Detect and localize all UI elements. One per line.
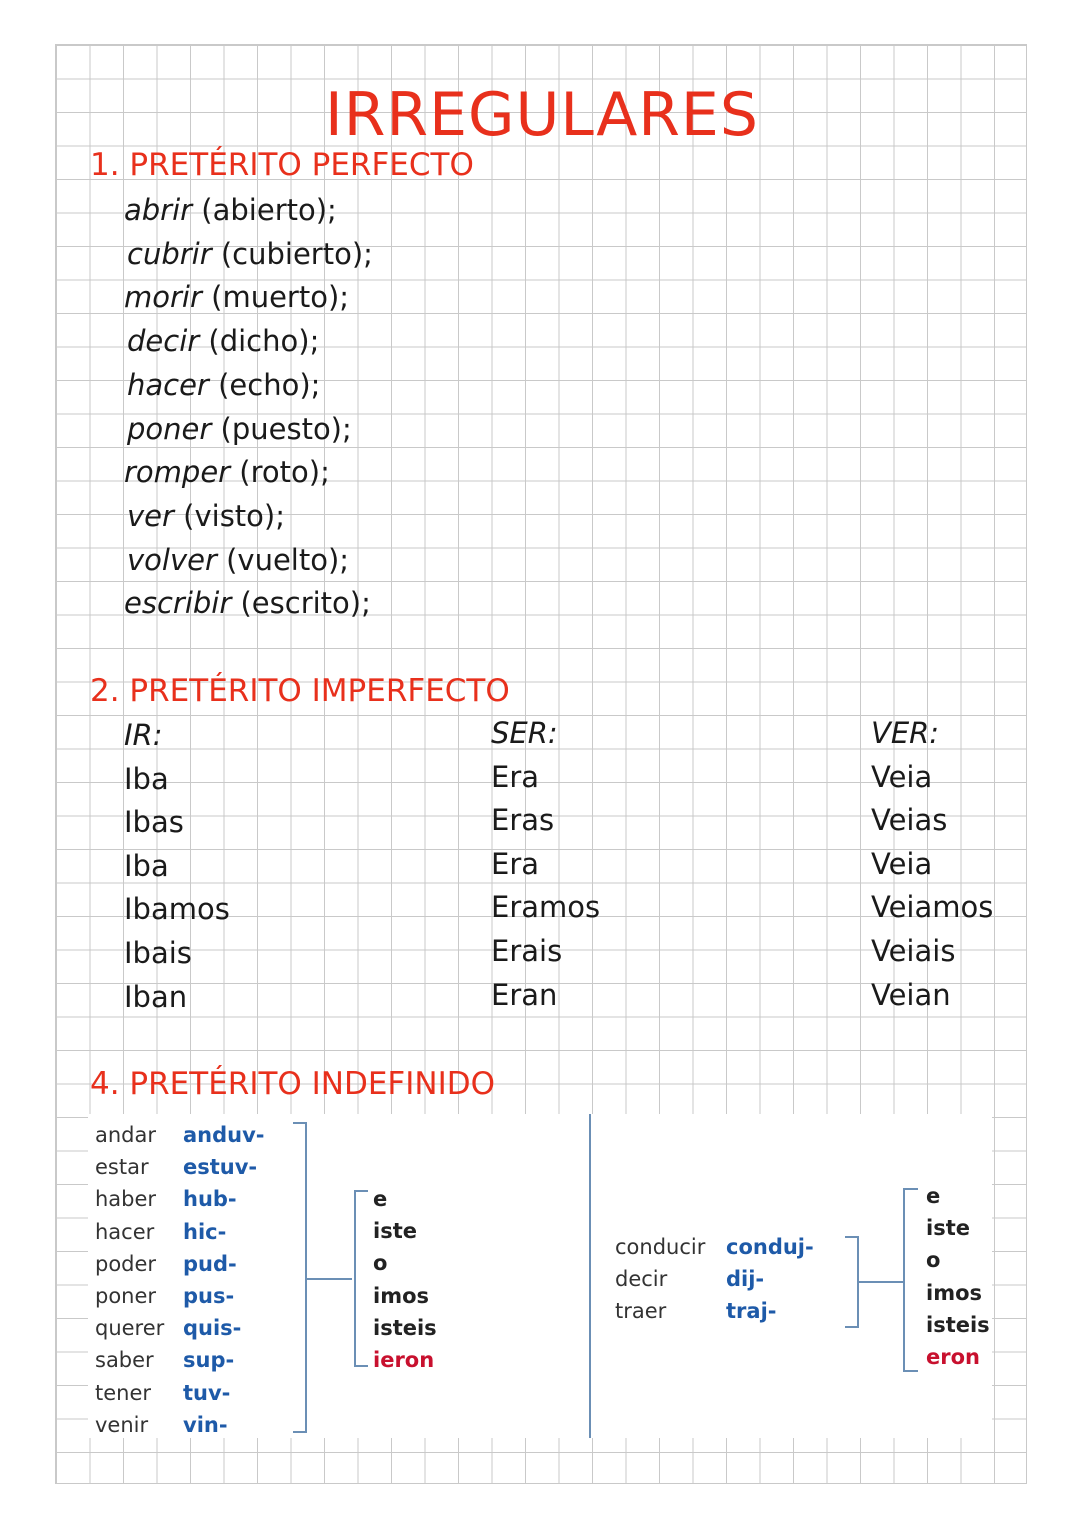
verb: abrir [124, 193, 193, 227]
section-1-heading: 1. PRETÉRITO PERFECTO [90, 147, 474, 183]
ending: e [926, 1184, 941, 1208]
stem: estuv- [183, 1155, 258, 1180]
stem: traj- [726, 1299, 777, 1324]
perfect-item [127, 543, 349, 577]
ending: isteis [926, 1312, 990, 1337]
ending: iste [373, 1219, 417, 1244]
perfect-item [127, 324, 319, 358]
conjugation-column-ver [871, 712, 993, 1017]
stem-list-right [726, 1231, 814, 1328]
verb: decir [127, 324, 200, 358]
column-header: VER: [871, 716, 940, 750]
column-header: IR: [124, 718, 163, 752]
stem: pus- [183, 1283, 235, 1308]
conjugation-form: Era [491, 846, 540, 881]
conjugation-form: Veiamos [871, 890, 994, 925]
infinitive: estar [95, 1155, 149, 1180]
stem-list-left [183, 1119, 265, 1441]
conjugation-form: Veias [871, 803, 948, 838]
conjugation-form: Veian [871, 977, 951, 1012]
participle: (dicho); [199, 324, 320, 358]
ending: imos [926, 1280, 983, 1305]
verb: volver [127, 543, 217, 577]
perfect-item [124, 455, 330, 489]
endings-list-right [926, 1180, 990, 1373]
section-2-heading: 2. PRETÉRITO IMPERFECTO [90, 673, 510, 709]
conjugation-form: Erais [491, 933, 563, 968]
conjugation-form: Ibas [124, 805, 184, 840]
conjugation-form: Veia [871, 759, 933, 794]
infinitive: conducir [615, 1235, 706, 1259]
verb-list-right [615, 1231, 705, 1328]
conjugation-form: Eran [491, 977, 558, 1012]
stem: hub- [183, 1187, 237, 1212]
ending-highlight: ieron [373, 1347, 435, 1372]
participle: (vuelto); [216, 543, 350, 577]
indefinido-table [88, 1114, 992, 1438]
infinitive: traer [615, 1299, 667, 1324]
infinitive: hacer [95, 1219, 155, 1244]
infinitive: decir [615, 1267, 668, 1292]
verb-list-left [95, 1119, 164, 1441]
stem: sup- [183, 1348, 235, 1373]
conjugation-form: Era [491, 759, 540, 794]
group-divider [589, 1114, 591, 1438]
conjugation-form: Iban [124, 979, 188, 1014]
verb: morir [124, 280, 202, 314]
section-4-heading: 4. PRETÉRITO INDEFINIDO [90, 1066, 496, 1102]
perfect-item [127, 499, 285, 533]
ending: iste [926, 1216, 970, 1241]
ending: isteis [373, 1315, 437, 1340]
perfect-item [127, 412, 352, 446]
infinitive: venir [95, 1412, 149, 1437]
conjugation-form: Eras [491, 803, 555, 838]
column-header: SER: [491, 716, 558, 750]
infinitive: saber [95, 1348, 154, 1373]
ending-highlight: eron [926, 1344, 980, 1369]
verb: escribir [124, 586, 232, 620]
stem: hic- [183, 1219, 227, 1244]
infinitive: poder [95, 1251, 157, 1276]
perfect-item [127, 368, 320, 402]
verb: hacer [127, 368, 209, 402]
verb: poner [127, 412, 212, 446]
conjugation-column-ser [491, 712, 600, 1017]
ending: imos [373, 1283, 430, 1308]
participle: (abierto); [192, 193, 337, 227]
stem: dij- [726, 1267, 765, 1292]
participle: (echo); [208, 368, 321, 402]
ending: e [373, 1187, 388, 1211]
perfect-item [124, 280, 349, 314]
participle: (visto); [173, 499, 285, 533]
perfect-item [124, 193, 337, 227]
perfect-item [127, 237, 373, 271]
conjugation-form: Ibais [124, 935, 192, 970]
conjugation-form: Veia [871, 846, 933, 881]
verb: cubrir [127, 237, 212, 271]
verb: ver [127, 499, 174, 533]
participle: (muerto); [201, 280, 350, 314]
conjugation-form: Eramos [491, 890, 601, 925]
stem: conduj- [726, 1235, 814, 1259]
ending: o [926, 1248, 941, 1273]
infinitive: haber [95, 1187, 157, 1212]
endings-list-left [373, 1183, 437, 1376]
participle: (cubierto); [211, 237, 373, 271]
conjugation-form: Ibamos [124, 892, 230, 927]
ending: o [373, 1251, 388, 1276]
infinitive: andar [95, 1123, 157, 1147]
verb: romper [124, 455, 231, 489]
bracket-connector-right [840, 1114, 920, 1438]
conjugation-form: Veiais [871, 933, 956, 968]
stem: vin- [183, 1412, 228, 1437]
stem: anduv- [183, 1123, 265, 1147]
stem: pud- [183, 1251, 237, 1276]
conjugation-column-ir [124, 714, 230, 1019]
stem: tuv- [183, 1380, 231, 1405]
conjugation-form: Iba [124, 848, 169, 883]
bracket-connector-left [288, 1114, 378, 1438]
page-title: IRREGULARES [325, 80, 759, 150]
participle: (roto); [230, 455, 330, 489]
conjugation-form: Iba [124, 761, 169, 796]
perfect-item [124, 586, 371, 620]
participle: (puesto); [211, 412, 352, 446]
infinitive: tener [95, 1380, 152, 1405]
infinitive: querer [95, 1316, 165, 1341]
participle: (escrito); [231, 586, 371, 620]
infinitive: poner [95, 1283, 157, 1308]
stem: quis- [183, 1316, 242, 1341]
